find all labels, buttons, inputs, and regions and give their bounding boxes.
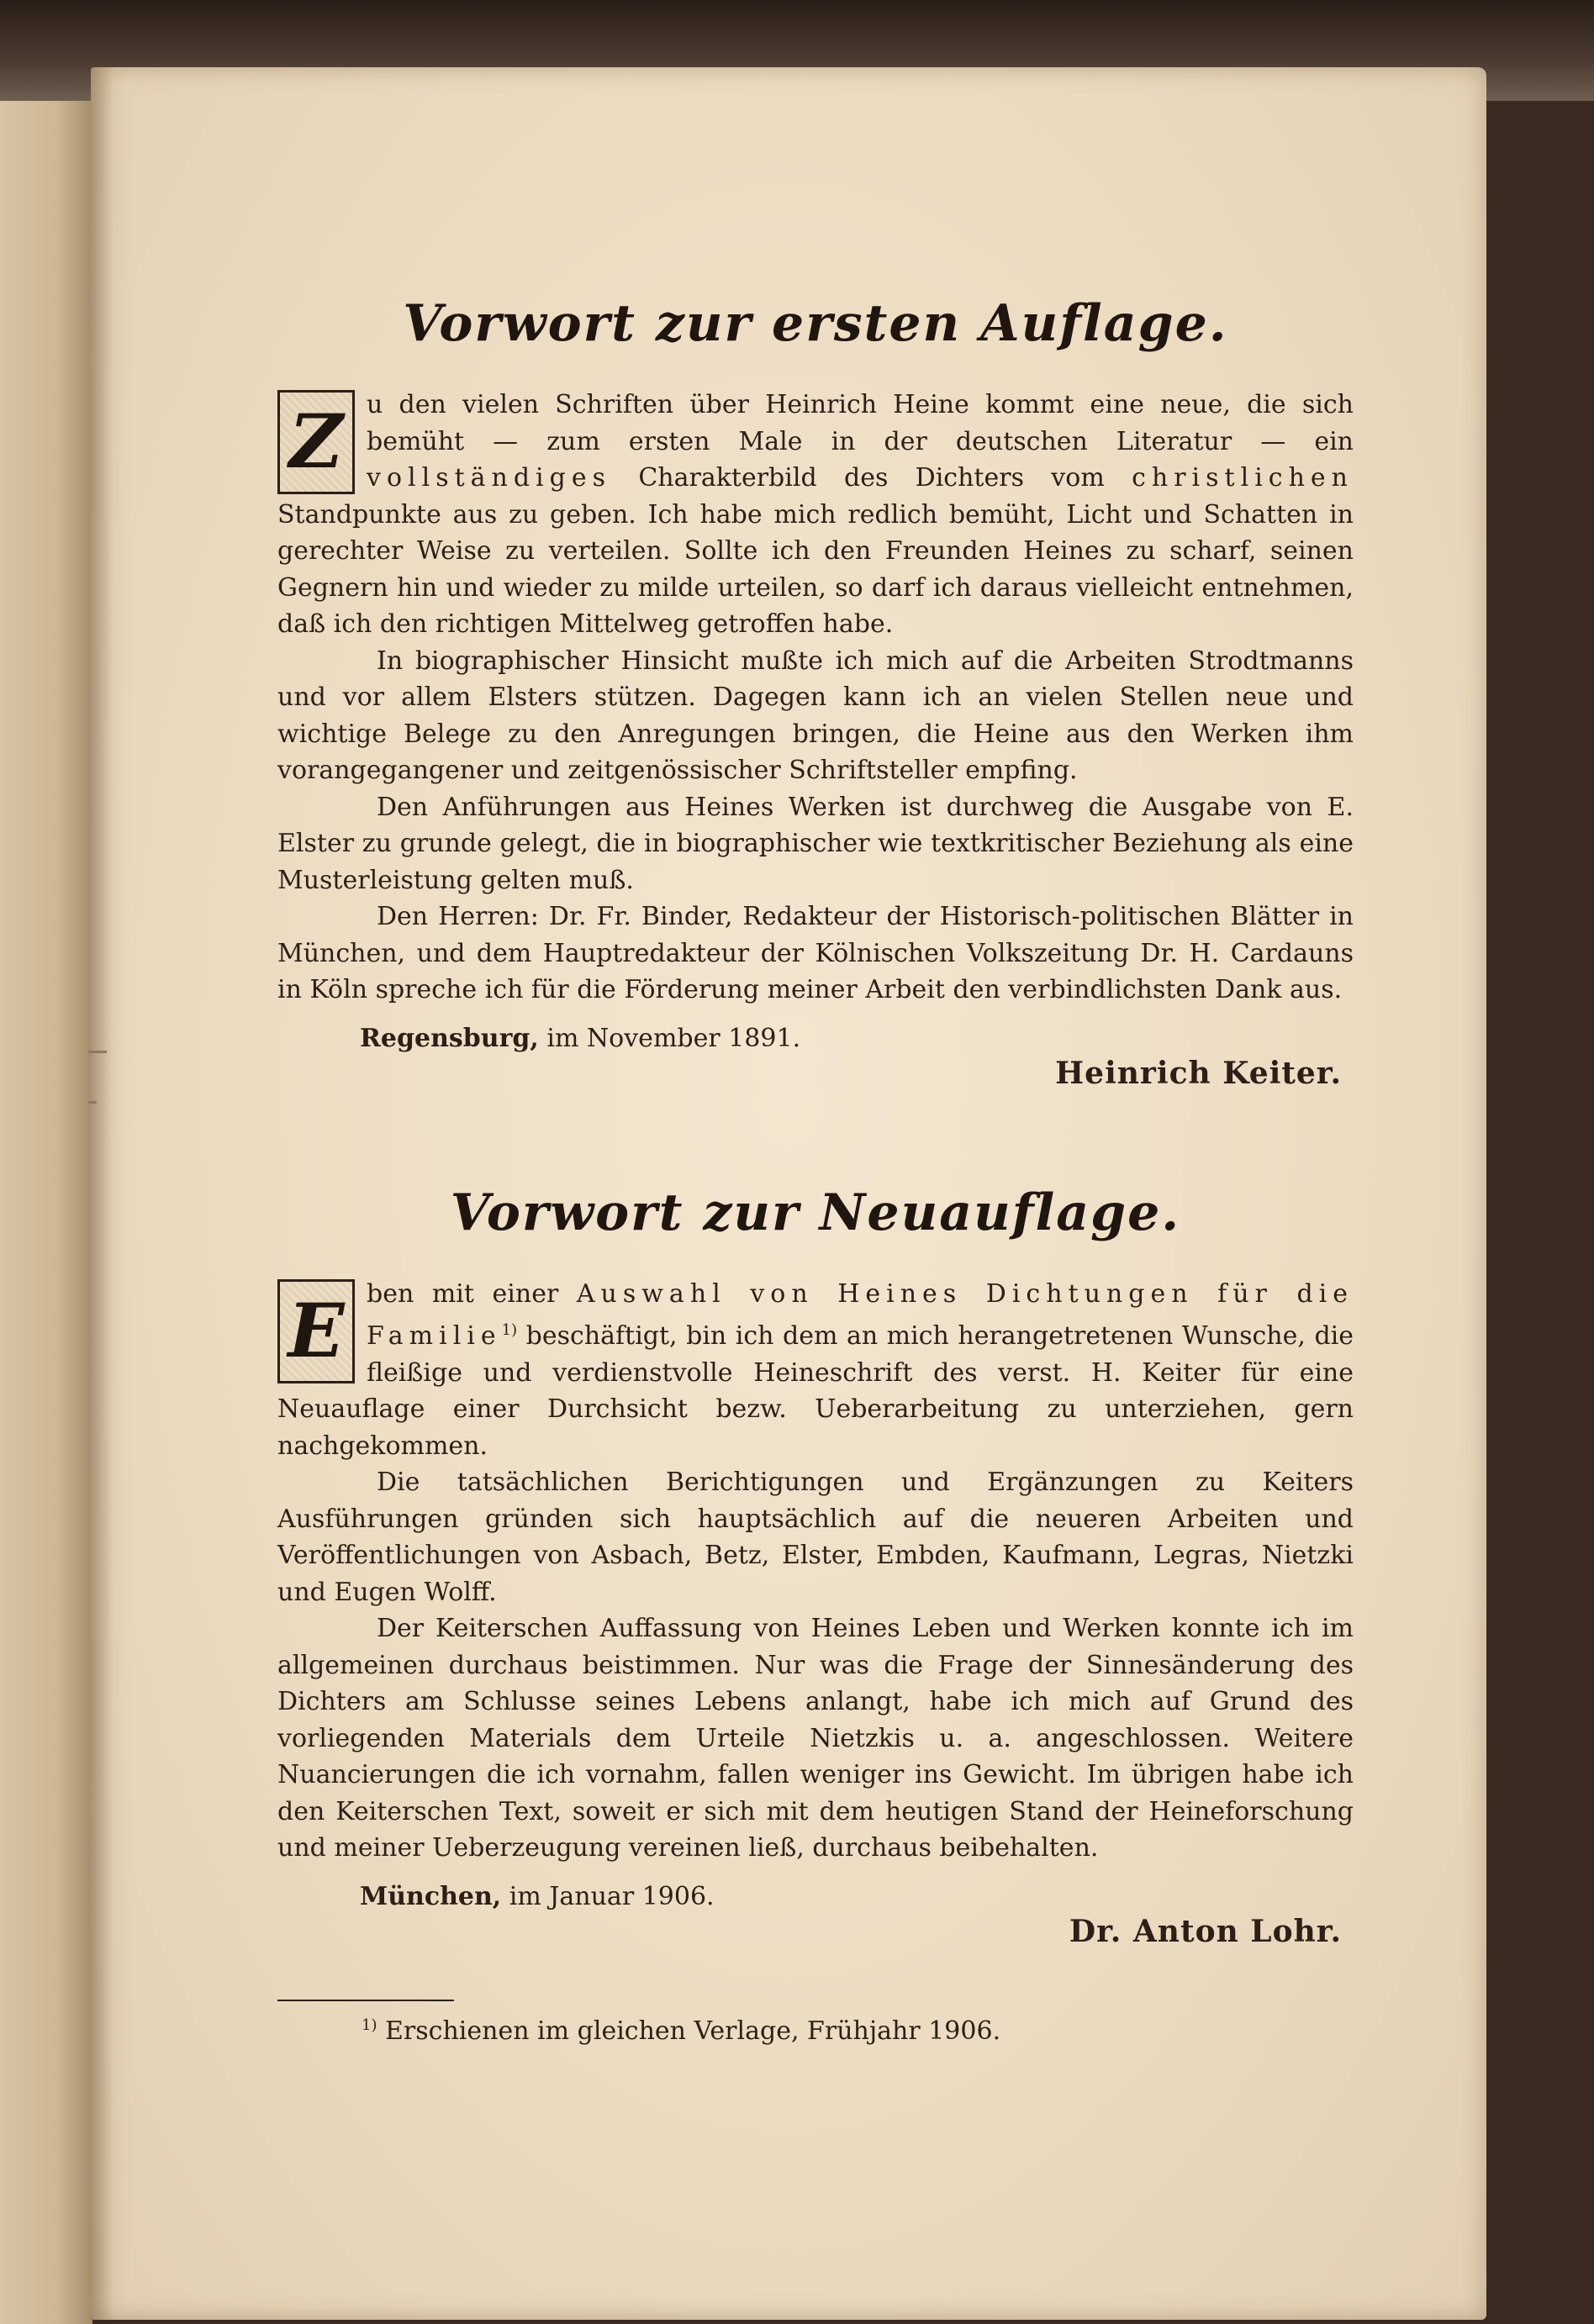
signature-row <box>277 1024 1354 1108</box>
paragraph: Den Herren: Dr. Fr. Binder, Redakteur der Historisch-politischen Blätter in München, und dem Hauptredakteur der Kölnischen Volkszeitung Dr. H. Cardauns in Köln spreche ich für die Förderung meiner Arbeit den verbindlichsten Dank aus. <box>277 902 1354 1004</box>
section-title-first-edition: Vorwort zur ersten Auflage. <box>403 294 1228 353</box>
binding-mark <box>88 1101 97 1104</box>
section-title-new-edition: Vorwort zur Neuauflage. <box>450 1183 1181 1242</box>
signer-name: Heinrich Keiter. <box>1055 1055 1342 1091</box>
dropcap-initial: Z <box>277 390 355 494</box>
footnote: $^{1)}$ Erschienen im gleichen Verlage, Frühjahr 1906. <box>362 2016 1001 2046</box>
paragraph: Z u den vielen Schriften über Heinrich Heine kommt eine neue, die sich bemüht — zum ersten Male in der deutschen Literatur — ein vollständiges Charakterbild des Dichters vom christlichen Standpunkte aus zu geben. Ich habe mich redlich bemüht, Licht und Schatten in gerechter Weise zu verteilen. Sollte ich den Freunden Heines zu scharf, seinen Gegnern hin und wieder zu milde urteilen, so darf ich daraus vielleicht entnehmen, daß ich den richtigen Mittelweg getroffen habe. <box>277 390 1354 639</box>
footnote-ref: 1) <box>501 1321 518 1339</box>
place-date: Regensburg, im November 1891. <box>360 1023 801 1053</box>
paragraph: E ben mit einer Auswahl von Heines Dichtungen für die Familie$^{1)}$ beschäftigt, bin ich dem an mich herangetretenen Wunsche, die fleißige und verdienstvolle Heineschrift des verst. H. Keiter für eine Neuauflage einer Durchsicht bezw. Ueberarbeitung zu unterziehen, gern nachgekommen. <box>277 1278 1354 1461</box>
footnote-divider <box>277 2000 454 2001</box>
paragraph: Der Keiterschen Auffassung von Heines Leben und Werken konnte ich im allgemeinen durchaus beistimmen. Nur was die Frage der Sinnesänderung des Dichters am Schlusse seines Lebens anlangt, habe ich mich auf Grund des vorliegenden Materials dem Urteile Nietzkis u. a. angeschlossen. Weitere Nuancierungen die ich vornahm, fallen weniger ins Gewicht. Im übrigen habe ich den Keiterschen Text, soweit er sich mit dem heutigen Stand der Heineforschung und meiner Ueberzeugung vereinen ließ, durchaus beibehalten. <box>277 1614 1354 1863</box>
signature-row <box>277 1882 1354 1966</box>
dropcap-initial: E <box>277 1279 355 1383</box>
book-spine <box>0 0 92 2324</box>
paragraph: In biographischer Hinsicht mußte ich mich auf die Arbeiten Strodtmanns und vor allem Elsters stützen. Dagegen kann ich an vielen Stellen neue und wichtige Belege zu den Anregungen bringen, die Heine aus den Werken ihm vorangegangener und zeitgenössischer Schriftsteller empfing. <box>277 646 1354 785</box>
preface-new-edition <box>277 1276 1354 1867</box>
paragraph: Die tatsächlichen Berichtigungen und Ergänzungen zu Keiters Ausführungen gründen sich hauptsächlich auf die neueren Arbeiten und Veröffentlichungen von Asbach, Betz, Elster, Embden, Kaufmann, Legras, Nietzki und Eugen Wolff. <box>277 1468 1354 1607</box>
binding-mark <box>88 1051 107 1053</box>
page-content <box>277 294 1354 2046</box>
paragraph: Den Anführungen aus Heines Werken ist durchweg die Ausgabe von E. Elster zu grunde gelegt, die in biographischer wie textkritischer Beziehung als eine Musterleistung gelten muß. <box>277 792 1354 895</box>
preface-first-edition <box>277 387 1354 1009</box>
place-date: München, im Januar 1906. <box>360 1881 715 1911</box>
page-gutter <box>91 67 113 2320</box>
signer-name: Dr. Anton Lohr. <box>1069 1913 1342 1949</box>
